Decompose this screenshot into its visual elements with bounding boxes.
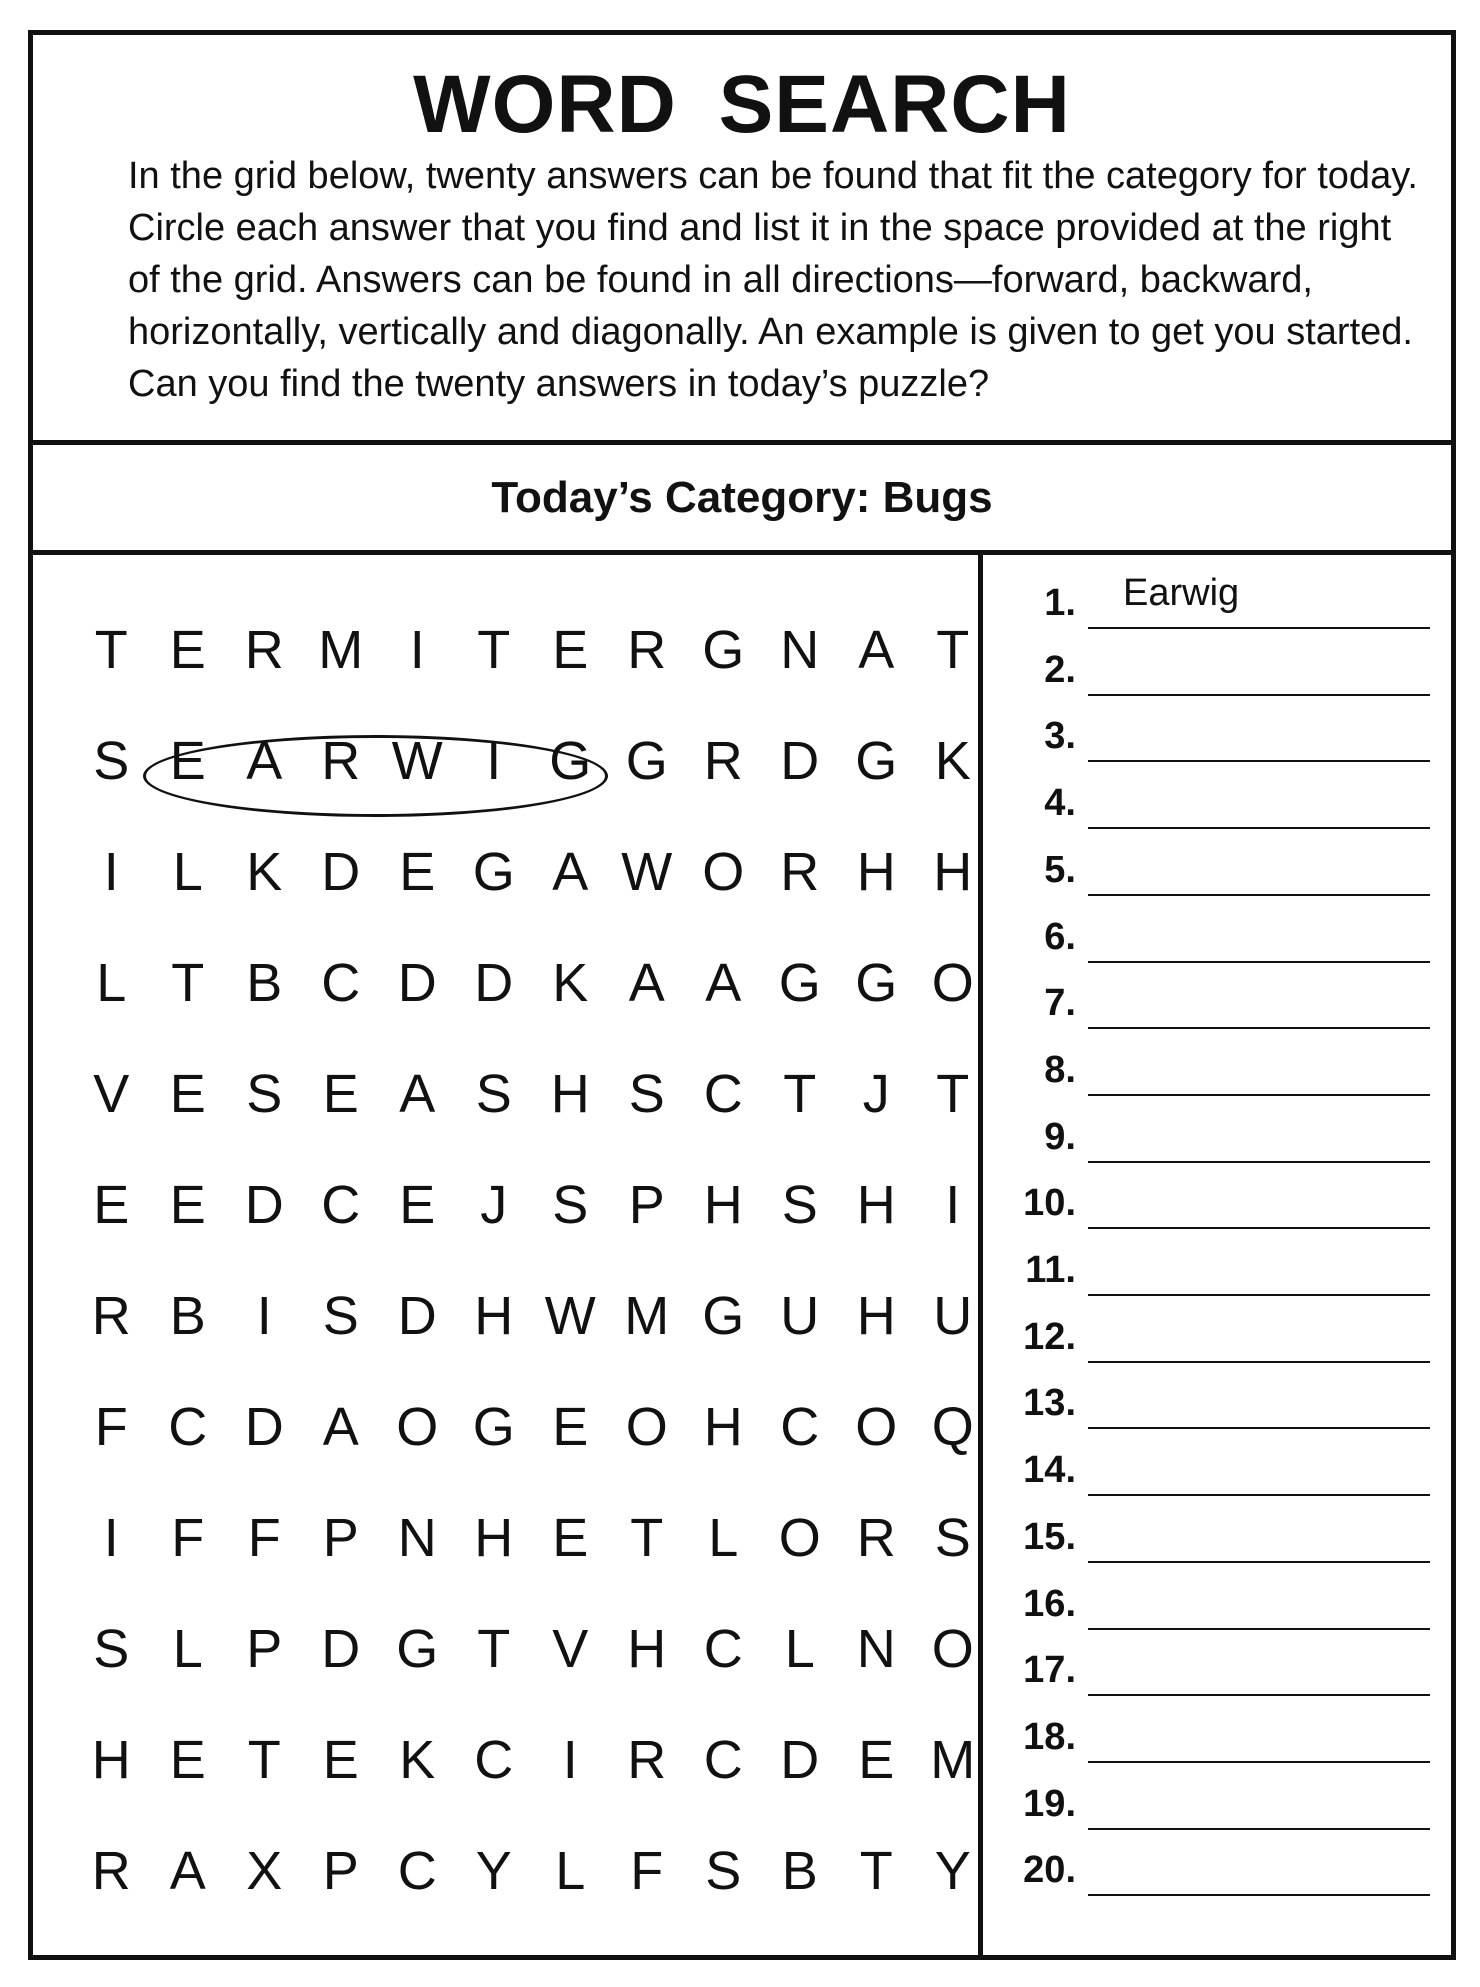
answer-row	[988, 1637, 1451, 1704]
grid-letter[interactable]: E	[322, 1064, 359, 1124]
grid-letter[interactable]: R	[780, 842, 820, 902]
answer-blank-line[interactable]	[1088, 1894, 1430, 1896]
grid-letter[interactable]: R	[856, 1508, 896, 1568]
answer-list	[988, 555, 1451, 1955]
grid-letter[interactable]: H	[474, 1508, 514, 1568]
answer-number: 12.	[1023, 1315, 1076, 1358]
grid-letter[interactable]: L	[784, 1619, 815, 1679]
answer-blank-line[interactable]	[1088, 1494, 1430, 1496]
letter-grid	[73, 595, 991, 1927]
grid-letter[interactable]: B	[781, 1841, 818, 1901]
grid-letter[interactable]: C	[321, 1175, 361, 1235]
grid-letter[interactable]: L	[555, 1841, 586, 1901]
grid-letter[interactable]: F	[94, 1397, 128, 1457]
grid-row	[73, 1816, 991, 1927]
answer-number: 6.	[1044, 915, 1076, 958]
answer-number: 20.	[1023, 1849, 1076, 1892]
grid-letter[interactable]: N	[397, 1508, 437, 1568]
answer-row	[988, 1837, 1451, 1904]
answer-row	[988, 1504, 1451, 1571]
grid-letter[interactable]: E	[169, 1730, 206, 1790]
answer-blank-line[interactable]	[1088, 827, 1430, 829]
grid-letter[interactable]: E	[169, 1175, 206, 1235]
answer-row	[988, 570, 1451, 637]
grid-letter[interactable]: G	[472, 1397, 515, 1457]
grid-letter[interactable]: H	[703, 1397, 743, 1457]
answer-row	[988, 1304, 1451, 1371]
grid-letter[interactable]: D	[244, 1175, 284, 1235]
grid-letter[interactable]: E	[552, 620, 589, 680]
grid-letter[interactable]: I	[103, 1508, 119, 1568]
grid-row	[73, 1261, 991, 1372]
grid-letter[interactable]: R	[627, 1730, 667, 1790]
answer-number: 3.	[1044, 715, 1076, 758]
grid-row	[73, 706, 991, 817]
grid-letter[interactable]: Y	[475, 1841, 512, 1901]
answer-blank-line[interactable]	[1088, 894, 1430, 896]
grid-letter[interactable]: E	[399, 842, 436, 902]
grid-letter[interactable]: I	[945, 1175, 961, 1235]
grid-letter[interactable]: R	[627, 620, 667, 680]
grid-letter[interactable]: H	[856, 1286, 896, 1346]
grid-letter[interactable]: R	[321, 731, 361, 791]
grid-letter[interactable]: P	[322, 1841, 359, 1901]
grid-letter[interactable]: C	[397, 1841, 437, 1901]
answer-number: 19.	[1023, 1782, 1076, 1825]
grid-letter[interactable]: T	[247, 1730, 281, 1790]
grid-letter[interactable]: P	[628, 1175, 665, 1235]
grid-letter[interactable]: R	[91, 1841, 131, 1901]
grid-letter[interactable]: T	[94, 620, 128, 680]
grid-letter[interactable]: D	[780, 731, 820, 791]
grid-letter[interactable]: K	[246, 842, 283, 902]
instructions-text: In the grid below, twenty answers can be found that fit the category for today. Circle each answer that you find and list it in the space provided at the right of the grid. Answers can be found in all directions—forward, backward, horizontally, vertically and diagonally. An example is given to get you started. Can you find the twenty answers in today’s puzzle?	[128, 155, 1418, 405]
answer-number: 16.	[1023, 1582, 1076, 1625]
grid-letter[interactable]: S	[475, 1064, 512, 1124]
grid-letter[interactable]: M	[624, 1286, 670, 1346]
answer-row	[988, 837, 1451, 904]
grid-letter[interactable]: E	[858, 1730, 895, 1790]
answer-number: 9.	[1044, 1115, 1076, 1158]
grid-letter[interactable]: C	[321, 953, 361, 1013]
grid-letter[interactable]: G	[702, 620, 745, 680]
grid-letter[interactable]: H	[550, 1064, 590, 1124]
grid-letter[interactable]: G	[778, 953, 821, 1013]
grid-row	[73, 1594, 991, 1705]
grid-letter[interactable]: S	[934, 1508, 971, 1568]
answer-blank-line[interactable]	[1088, 1427, 1430, 1429]
answer-number: 18.	[1023, 1715, 1076, 1758]
grid-letter[interactable]: C	[168, 1397, 208, 1457]
grid-letter[interactable]: A	[858, 620, 895, 680]
grid-letter[interactable]: A	[322, 1397, 359, 1457]
grid-letter[interactable]: E	[552, 1508, 589, 1568]
answer-blank-line[interactable]	[1088, 1828, 1430, 1830]
grid-letter[interactable]: S	[93, 731, 130, 791]
category-label: Today’s Category: Bugs	[491, 473, 993, 522]
grid-letter[interactable]: R	[244, 620, 284, 680]
grid-letter[interactable]: N	[856, 1619, 896, 1679]
grid-letter[interactable]: D	[397, 1286, 437, 1346]
grid-letter[interactable]: R	[91, 1286, 131, 1346]
answer-blank-line[interactable]	[1088, 694, 1430, 696]
grid-letter[interactable]: C	[474, 1730, 514, 1790]
grid-letter[interactable]: V	[552, 1619, 589, 1679]
grid-letter[interactable]: D	[397, 953, 437, 1013]
grid-letter[interactable]: A	[705, 953, 742, 1013]
grid-letter[interactable]: T	[477, 620, 511, 680]
grid-letter[interactable]: T	[477, 1619, 511, 1679]
grid-letter[interactable]: V	[93, 1064, 130, 1124]
grid-row	[73, 928, 991, 1039]
grid-letter[interactable]: T	[859, 1841, 893, 1901]
answer-number: 14.	[1023, 1449, 1076, 1492]
grid-letter[interactable]: E	[322, 1730, 359, 1790]
grid-letter[interactable]: S	[322, 1286, 359, 1346]
grid-letter[interactable]: G	[472, 842, 515, 902]
answer-row	[988, 770, 1451, 837]
answer-row	[988, 904, 1451, 971]
grid-letter[interactable]: T	[783, 1064, 817, 1124]
grid-letter[interactable]: R	[703, 731, 743, 791]
grid-letter[interactable]: H	[933, 842, 973, 902]
grid-letter[interactable]: L	[172, 1619, 203, 1679]
answer-row	[988, 1704, 1451, 1771]
grid-letter[interactable]: D	[244, 1397, 284, 1457]
grid-letter[interactable]: L	[172, 842, 203, 902]
grid-letter[interactable]: Q	[931, 1397, 974, 1457]
answer-text: Earwig	[1123, 572, 1240, 614]
grid-letter[interactable]: M	[318, 620, 364, 680]
answer-blank-line[interactable]	[1088, 1227, 1430, 1229]
answer-number: 7.	[1044, 982, 1076, 1025]
grid-letter[interactable]: Y	[934, 1841, 971, 1901]
answer-blank-line[interactable]	[1088, 1094, 1430, 1096]
grid-letter[interactable]: N	[780, 620, 820, 680]
grid-letter[interactable]: P	[322, 1508, 359, 1568]
grid-letter[interactable]: F	[171, 1508, 205, 1568]
grid-letter[interactable]: K	[552, 953, 589, 1013]
answer-row	[988, 1370, 1451, 1437]
grid-letter[interactable]: I	[103, 842, 119, 902]
grid-letter[interactable]: B	[246, 953, 283, 1013]
grid-letter[interactable]: L	[708, 1508, 739, 1568]
answer-number: 2.	[1044, 648, 1076, 691]
grid-letter[interactable]: C	[703, 1064, 743, 1124]
grid-letter[interactable]: J	[862, 1064, 890, 1124]
grid-letter[interactable]: T	[936, 1064, 970, 1124]
grid-letter[interactable]: G	[855, 731, 898, 791]
answer-row	[988, 1771, 1451, 1838]
grid-letter[interactable]: O	[702, 842, 745, 902]
grid-row	[73, 1039, 991, 1150]
page-title: WORD SEARCH	[413, 59, 1071, 150]
grid-letter[interactable]: A	[628, 953, 665, 1013]
answer-blank-line[interactable]	[1088, 1361, 1430, 1363]
grid-letter[interactable]: S	[93, 1619, 130, 1679]
grid-letter[interactable]: E	[169, 1064, 206, 1124]
answer-blank-line[interactable]	[1088, 1628, 1430, 1630]
answer-number: 15.	[1023, 1515, 1076, 1558]
grid-letter[interactable]: O	[396, 1397, 439, 1457]
grid-letter[interactable]: H	[703, 1175, 743, 1235]
grid-letter[interactable]: E	[93, 1175, 130, 1235]
answer-row	[988, 1037, 1451, 1104]
grid-row	[73, 817, 991, 928]
answer-blank-line[interactable]	[1088, 1161, 1430, 1163]
answer-row	[988, 1571, 1451, 1638]
grid-letter[interactable]: U	[780, 1286, 820, 1346]
grid-letter[interactable]: S	[705, 1841, 742, 1901]
grid-letter[interactable]: S	[246, 1064, 283, 1124]
grid-letter[interactable]: D	[474, 953, 514, 1013]
grid-letter[interactable]: T	[936, 620, 970, 680]
grid-letter[interactable]: E	[552, 1397, 589, 1457]
grid-letter[interactable]: P	[246, 1619, 283, 1679]
grid-letter[interactable]: G	[855, 953, 898, 1013]
answer-number: 4.	[1044, 782, 1076, 825]
answer-blank-line[interactable]	[1088, 1761, 1430, 1763]
grid-letter[interactable]: W	[391, 731, 443, 791]
answer-number: 11.	[1025, 1249, 1076, 1291]
answer-blank-line[interactable]	[1088, 760, 1430, 762]
grid-letter[interactable]: A	[246, 731, 283, 791]
grid-letter[interactable]: O	[778, 1508, 821, 1568]
header-section	[33, 35, 1451, 445]
grid-letter[interactable]: L	[96, 953, 127, 1013]
grid-letter[interactable]: K	[399, 1730, 436, 1790]
grid-letter[interactable]: I	[256, 1286, 272, 1346]
grid-letter[interactable]: O	[855, 1397, 898, 1457]
answer-row	[988, 1437, 1451, 1504]
grid-letter[interactable]: T	[630, 1508, 664, 1568]
answer-blank-line[interactable]	[1088, 961, 1430, 963]
grid-letter[interactable]: T	[171, 953, 205, 1013]
grid-letter[interactable]: G	[549, 731, 592, 791]
answer-row	[988, 637, 1451, 704]
grid-letter[interactable]: W	[544, 1286, 596, 1346]
grid-letter[interactable]: X	[246, 1841, 283, 1901]
grid-letter[interactable]: E	[169, 731, 206, 791]
grid-letter[interactable]: E	[399, 1175, 436, 1235]
grid-letter[interactable]: K	[934, 731, 971, 791]
grid-letter[interactable]: O	[931, 953, 974, 1013]
answer-row	[988, 1104, 1451, 1171]
grid-letter[interactable]: A	[552, 842, 589, 902]
grid-letter[interactable]: H	[474, 1286, 514, 1346]
answer-blank-line[interactable]	[1088, 627, 1430, 629]
grid-letter[interactable]: I	[409, 620, 425, 680]
grid-letter[interactable]: G	[702, 1286, 745, 1346]
answer-row	[988, 1237, 1451, 1304]
grid-letter[interactable]: U	[933, 1286, 973, 1346]
grid-row	[73, 1483, 991, 1594]
grid-letter[interactable]: C	[780, 1397, 820, 1457]
grid-letter[interactable]: A	[399, 1064, 436, 1124]
grid-row	[73, 1372, 991, 1483]
grid-letter[interactable]: E	[169, 620, 206, 680]
grid-letter[interactable]: W	[621, 842, 673, 902]
grid-letter[interactable]: F	[247, 1508, 281, 1568]
grid-letter[interactable]: D	[780, 1730, 820, 1790]
answer-number: 1.	[1044, 582, 1076, 624]
category-section	[33, 445, 1451, 555]
grid-letter[interactable]: H	[856, 842, 896, 902]
grid-row	[73, 1705, 991, 1816]
grid-letter[interactable]: J	[480, 1175, 508, 1235]
grid-letter[interactable]: G	[625, 731, 668, 791]
grid-letter[interactable]: M	[930, 1730, 976, 1790]
letter-grid-area	[33, 555, 983, 1955]
answer-blank-line[interactable]	[1088, 1027, 1430, 1029]
grid-letter[interactable]: O	[931, 1619, 974, 1679]
answer-number: 13.	[1023, 1382, 1076, 1425]
worksheet-frame	[28, 30, 1456, 1960]
answer-number: 10.	[1023, 1182, 1076, 1225]
grid-letter[interactable]: C	[703, 1730, 743, 1790]
grid-letter[interactable]: S	[628, 1064, 665, 1124]
grid-letter[interactable]: S	[552, 1175, 589, 1235]
grid-letter[interactable]: I	[562, 1730, 578, 1790]
answer-row	[988, 1170, 1451, 1237]
grid-letter[interactable]: G	[396, 1619, 439, 1679]
answer-row	[988, 703, 1451, 770]
grid-letter[interactable]: C	[703, 1619, 743, 1679]
answer-blank-line[interactable]	[1088, 1694, 1430, 1696]
grid-letter[interactable]: F	[630, 1841, 664, 1901]
answer-blank-line[interactable]	[1088, 1294, 1430, 1296]
grid-row	[73, 1150, 991, 1261]
answer-blank-line[interactable]	[1088, 1561, 1430, 1563]
grid-letter[interactable]: O	[625, 1397, 668, 1457]
answer-row	[988, 970, 1451, 1037]
grid-letter[interactable]: H	[91, 1730, 131, 1790]
answer-number: 5.	[1044, 848, 1076, 891]
answer-number: 8.	[1044, 1048, 1076, 1091]
grid-letter[interactable]: H	[627, 1619, 667, 1679]
grid-letter[interactable]: D	[321, 1619, 361, 1679]
grid-letter[interactable]: H	[856, 1175, 896, 1235]
grid-letter[interactable]: S	[781, 1175, 818, 1235]
grid-row	[73, 595, 991, 706]
grid-letter[interactable]: B	[169, 1286, 206, 1346]
grid-letter[interactable]: I	[486, 731, 502, 791]
grid-letter[interactable]: A	[169, 1841, 206, 1901]
grid-letter[interactable]: D	[321, 842, 361, 902]
answer-number: 17.	[1023, 1649, 1076, 1692]
